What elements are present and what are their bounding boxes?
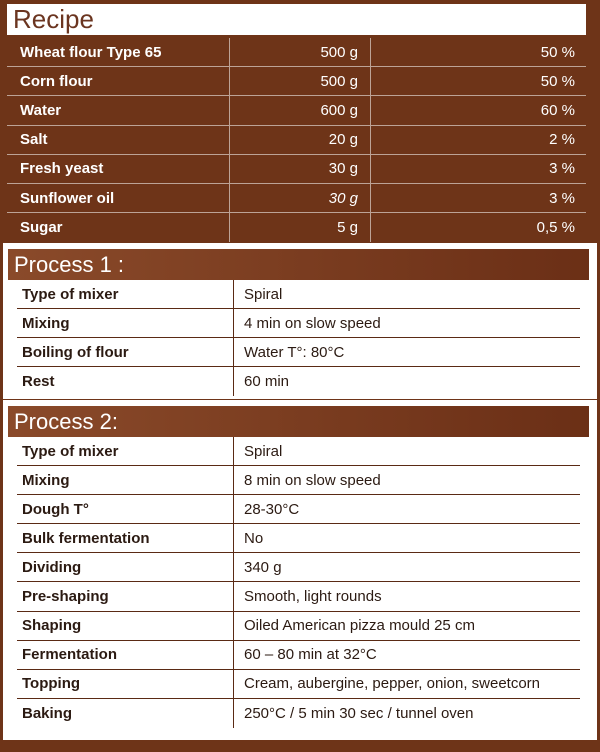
process-2-table xyxy=(17,437,580,728)
ingredient-name: Fresh yeast xyxy=(20,160,104,178)
process-step-label: Dividing xyxy=(22,558,82,576)
process-step-value: Spiral xyxy=(233,437,580,465)
recipe-row xyxy=(7,155,586,184)
process-row xyxy=(17,309,580,338)
process-step-value: Oiled American pizza mould 25 cm xyxy=(233,612,580,640)
process-row xyxy=(17,524,580,553)
ingredient-quantity: 30 g xyxy=(229,184,370,212)
recipe-row xyxy=(7,213,586,242)
process-step-label: Bulk fermentation xyxy=(22,529,150,547)
recipe-title: Recipe xyxy=(7,4,586,35)
process-step-label: Dough T° xyxy=(22,500,89,518)
process-row xyxy=(17,641,580,670)
process-row xyxy=(17,612,580,641)
process-row xyxy=(17,437,580,466)
ingredient-name: Salt xyxy=(20,131,48,149)
process-step-label: Rest xyxy=(22,373,55,391)
process-row xyxy=(17,466,580,495)
recipe-row xyxy=(7,38,586,67)
ingredient-quantity: 20 g xyxy=(229,126,370,154)
process-row xyxy=(17,338,580,367)
ingredient-percentage: 50 % xyxy=(370,67,586,95)
ingredient-quantity: 600 g xyxy=(229,96,370,124)
process-step-value: Cream, aubergine, pepper, onion, sweetcorn xyxy=(233,670,580,698)
ingredient-name: Wheat flour Type 65 xyxy=(20,43,162,61)
process-step-value: Water T°: 80°C xyxy=(233,338,580,366)
ingredient-percentage: 0,5 % xyxy=(370,213,586,242)
recipe-row xyxy=(7,67,586,96)
process-step-label: Mixing xyxy=(22,471,70,489)
process-step-value: 60 – 80 min at 32°C xyxy=(233,641,580,669)
process-step-value: Smooth, light rounds xyxy=(233,582,580,610)
process-step-label: Topping xyxy=(22,675,81,693)
ingredient-percentage: 3 % xyxy=(370,155,586,183)
ingredient-percentage: 3 % xyxy=(370,184,586,212)
process-row xyxy=(17,495,580,524)
process-step-value: 340 g xyxy=(233,553,580,581)
process-1-table xyxy=(17,280,580,396)
ingredient-percentage: 2 % xyxy=(370,126,586,154)
process-step-label: Pre-shaping xyxy=(22,588,109,606)
process-2-panel xyxy=(3,400,597,740)
process-step-label: Shaping xyxy=(22,617,82,635)
process-step-value: No xyxy=(233,524,580,552)
process-step-value: 4 min on slow speed xyxy=(233,309,580,337)
ingredient-percentage: 50 % xyxy=(370,38,586,66)
ingredient-name: Sunflower oil xyxy=(20,189,115,207)
process-2-title: Process 2: xyxy=(8,406,589,437)
recipe-row xyxy=(7,126,586,155)
process-step-value: Spiral xyxy=(233,280,580,308)
process-step-label: Type of mixer xyxy=(22,285,119,303)
process-row xyxy=(17,280,580,309)
ingredient-quantity: 5 g xyxy=(229,213,370,242)
process-step-label: Mixing xyxy=(22,314,70,332)
process-row xyxy=(17,553,580,582)
process-row xyxy=(17,582,580,611)
process-step-value: 28-30°C xyxy=(233,495,580,523)
process-step-label: Baking xyxy=(22,704,73,722)
process-step-value: 60 min xyxy=(233,367,580,396)
process-row xyxy=(17,699,580,728)
recipe-table xyxy=(7,38,586,242)
ingredient-name: Corn flour xyxy=(20,72,93,90)
process-step-value: 8 min on slow speed xyxy=(233,466,580,494)
recipe-row xyxy=(7,184,586,213)
process-step-label: Fermentation xyxy=(22,646,118,664)
process-step-label: Boiling of flour xyxy=(22,343,129,361)
recipe-row xyxy=(7,96,586,125)
process-1-panel xyxy=(3,243,597,399)
ingredient-name: Sugar xyxy=(20,219,63,237)
process-row xyxy=(17,670,580,699)
process-row xyxy=(17,367,580,396)
ingredient-quantity: 30 g xyxy=(229,155,370,183)
process-step-label: Type of mixer xyxy=(22,442,119,460)
process-step-value: 250°C / 5 min 30 sec / tunnel oven xyxy=(233,699,580,728)
process-1-title: Process 1 : xyxy=(8,249,589,280)
ingredient-quantity: 500 g xyxy=(229,38,370,66)
ingredient-percentage: 60 % xyxy=(370,96,586,124)
ingredient-name: Water xyxy=(20,101,62,119)
ingredient-quantity: 500 g xyxy=(229,67,370,95)
